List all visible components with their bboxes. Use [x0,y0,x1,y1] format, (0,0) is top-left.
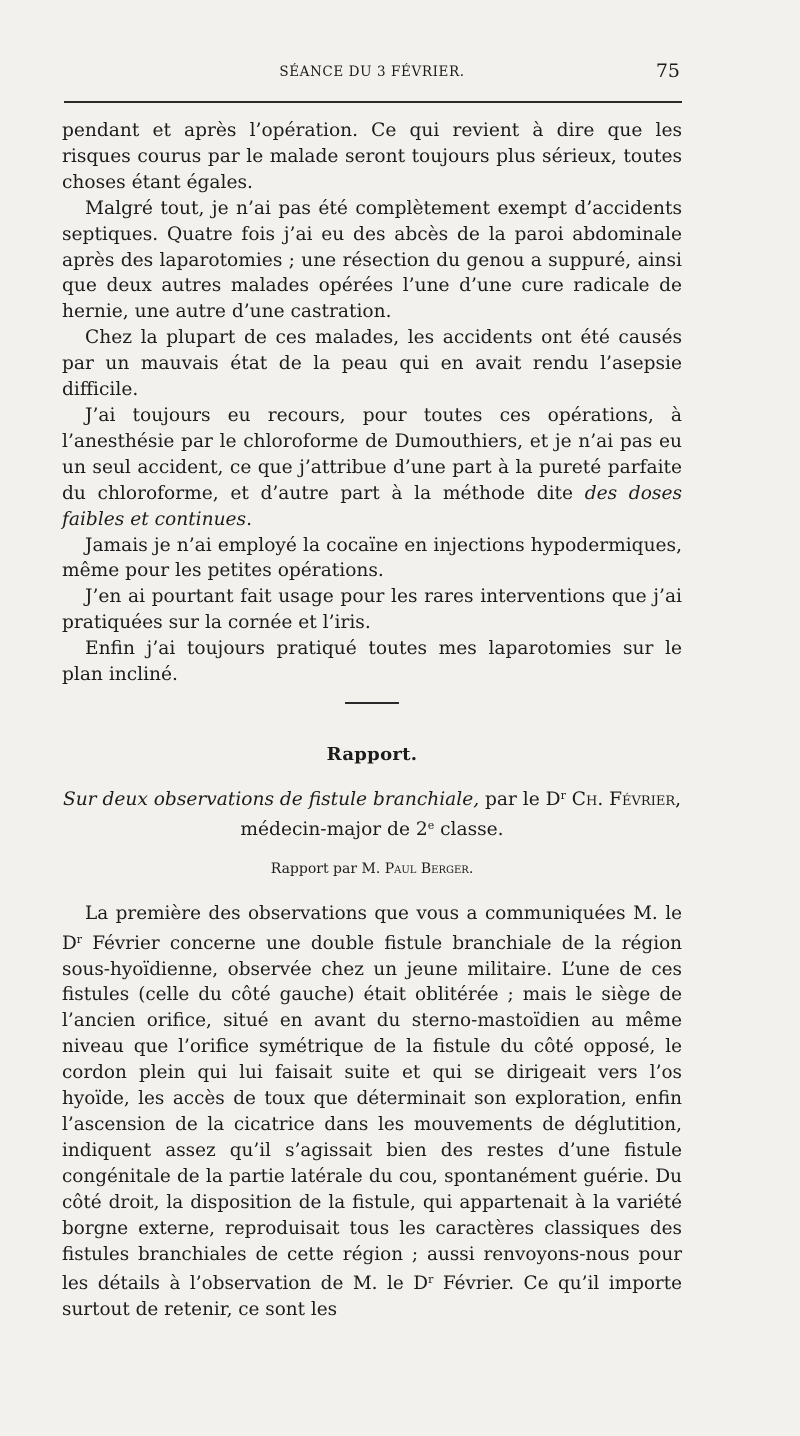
subtitle-by: par le D [479,788,561,810]
text-run: Février. Ce qu’il importe surtout de retenir, ce sont les [62,1273,682,1321]
subtitle-dr-sup: r [560,788,566,802]
report-subtitle [62,783,682,843]
reporter-prefix: Rapport par M. [270,860,385,877]
page-body [62,118,682,1323]
paragraph: Malgré tout, je n’ai pas été complètement exempt d’accidents septiques. Quatre fois j’ai eu des abcès de la paroi abdominale après des laparotomies ; une résection du genou a suppuré, ainsi que deux autres malades opérées l’une d’une cure radicale de hernie, une autre d’une castration. [62,197,682,323]
subtitle-italic: Sur deux observations de fistule branchiale, [62,788,480,810]
reporter-line [62,857,682,883]
paragraph: Jamais je n’ai employé la cocaïne en injections hypodermiques, même pour les petites opérations. [62,534,682,582]
text-run: . [246,508,253,530]
paragraph: Enfin j’ai toujours pratiqué toutes mes laparotomies sur le plan incliné. [62,638,682,686]
paragraph-chloroform [62,403,682,533]
page-number: 75 [655,60,680,82]
report-paragraph [62,901,682,1324]
section-separator [345,702,399,704]
dr-sup: r [428,1273,434,1287]
running-header [62,60,682,86]
reporter-name: Paul Berger. [384,860,474,877]
text-run: Février concerne une double fistule branchiale de la région sous-hyoïdienne, observée chez un jeune militaire. L’une de ces fistules (celle du côté gauche) était oblitérée ; mais le siège de l’ancien orifice, situé en avant du sterno-mastoïdien au même niveau que l’orifice symétrique de la fistule du côté opposé, le cordon plein qui lui faisait suite et qui se dirigeait vers l’os hyoïde, les accès de toux que déterminait son exploration, enfin l’ascension de la cicatrice dans les mouvements de déglutition, indiquent assez qu’il s’agissait bien des restes d’une fistule congénitale de la partie latérale du cou, spontanément guérie. Du côté droit, la disposition de la fistule, qui appartenait à la variété borgne externe, reproduisait tous les caractères classiques des fistules branchiales de cette région ; aussi renvoyons-nous pour les détails à l’observation de M. le D [62,932,682,1295]
dr-sup: r [76,932,83,946]
text-run: J’ai toujours eu recours, pour toutes ces opérations, à l’anesthésie par le chloroforme de Dumouthiers, et je n’ai pas eu un seul accident, ce que j’attribue d’une part à la pureté parfaite du chloroforme, et d’autre part à la méthode dite [62,404,682,504]
subtitle-rank-end: classe. [434,818,504,840]
subtitle-rank: médecin-major de 2 [240,818,428,840]
paragraph: Chez la plupart de ces malades, les accidents ont été causés par un mauvais état de la peau qui en avait rendu l’asepsie difficile. [62,327,682,401]
subtitle-rank-sup: e [427,818,435,832]
running-title: SÉANCE DU 3 FÉVRIER. [279,64,465,80]
text-run: La première des observations que vous a communiquées M. le D [62,902,682,954]
subtitle-author: Ch. Février, [565,788,682,810]
emphasis-text: des doses faibles et continues [62,482,682,530]
header-rule [64,101,682,103]
paragraph: pendant et après l’opération. Ce qui revient à dire que les risques courus par le malade seront toujours plus sérieux, toutes choses étant égales. [62,120,682,193]
section-heading: Rapport. [326,743,418,765]
paragraph: J’en ai pourtant fait usage pour les rares interventions que j’ai pratiquées sur la cornée et l’iris. [62,586,682,634]
